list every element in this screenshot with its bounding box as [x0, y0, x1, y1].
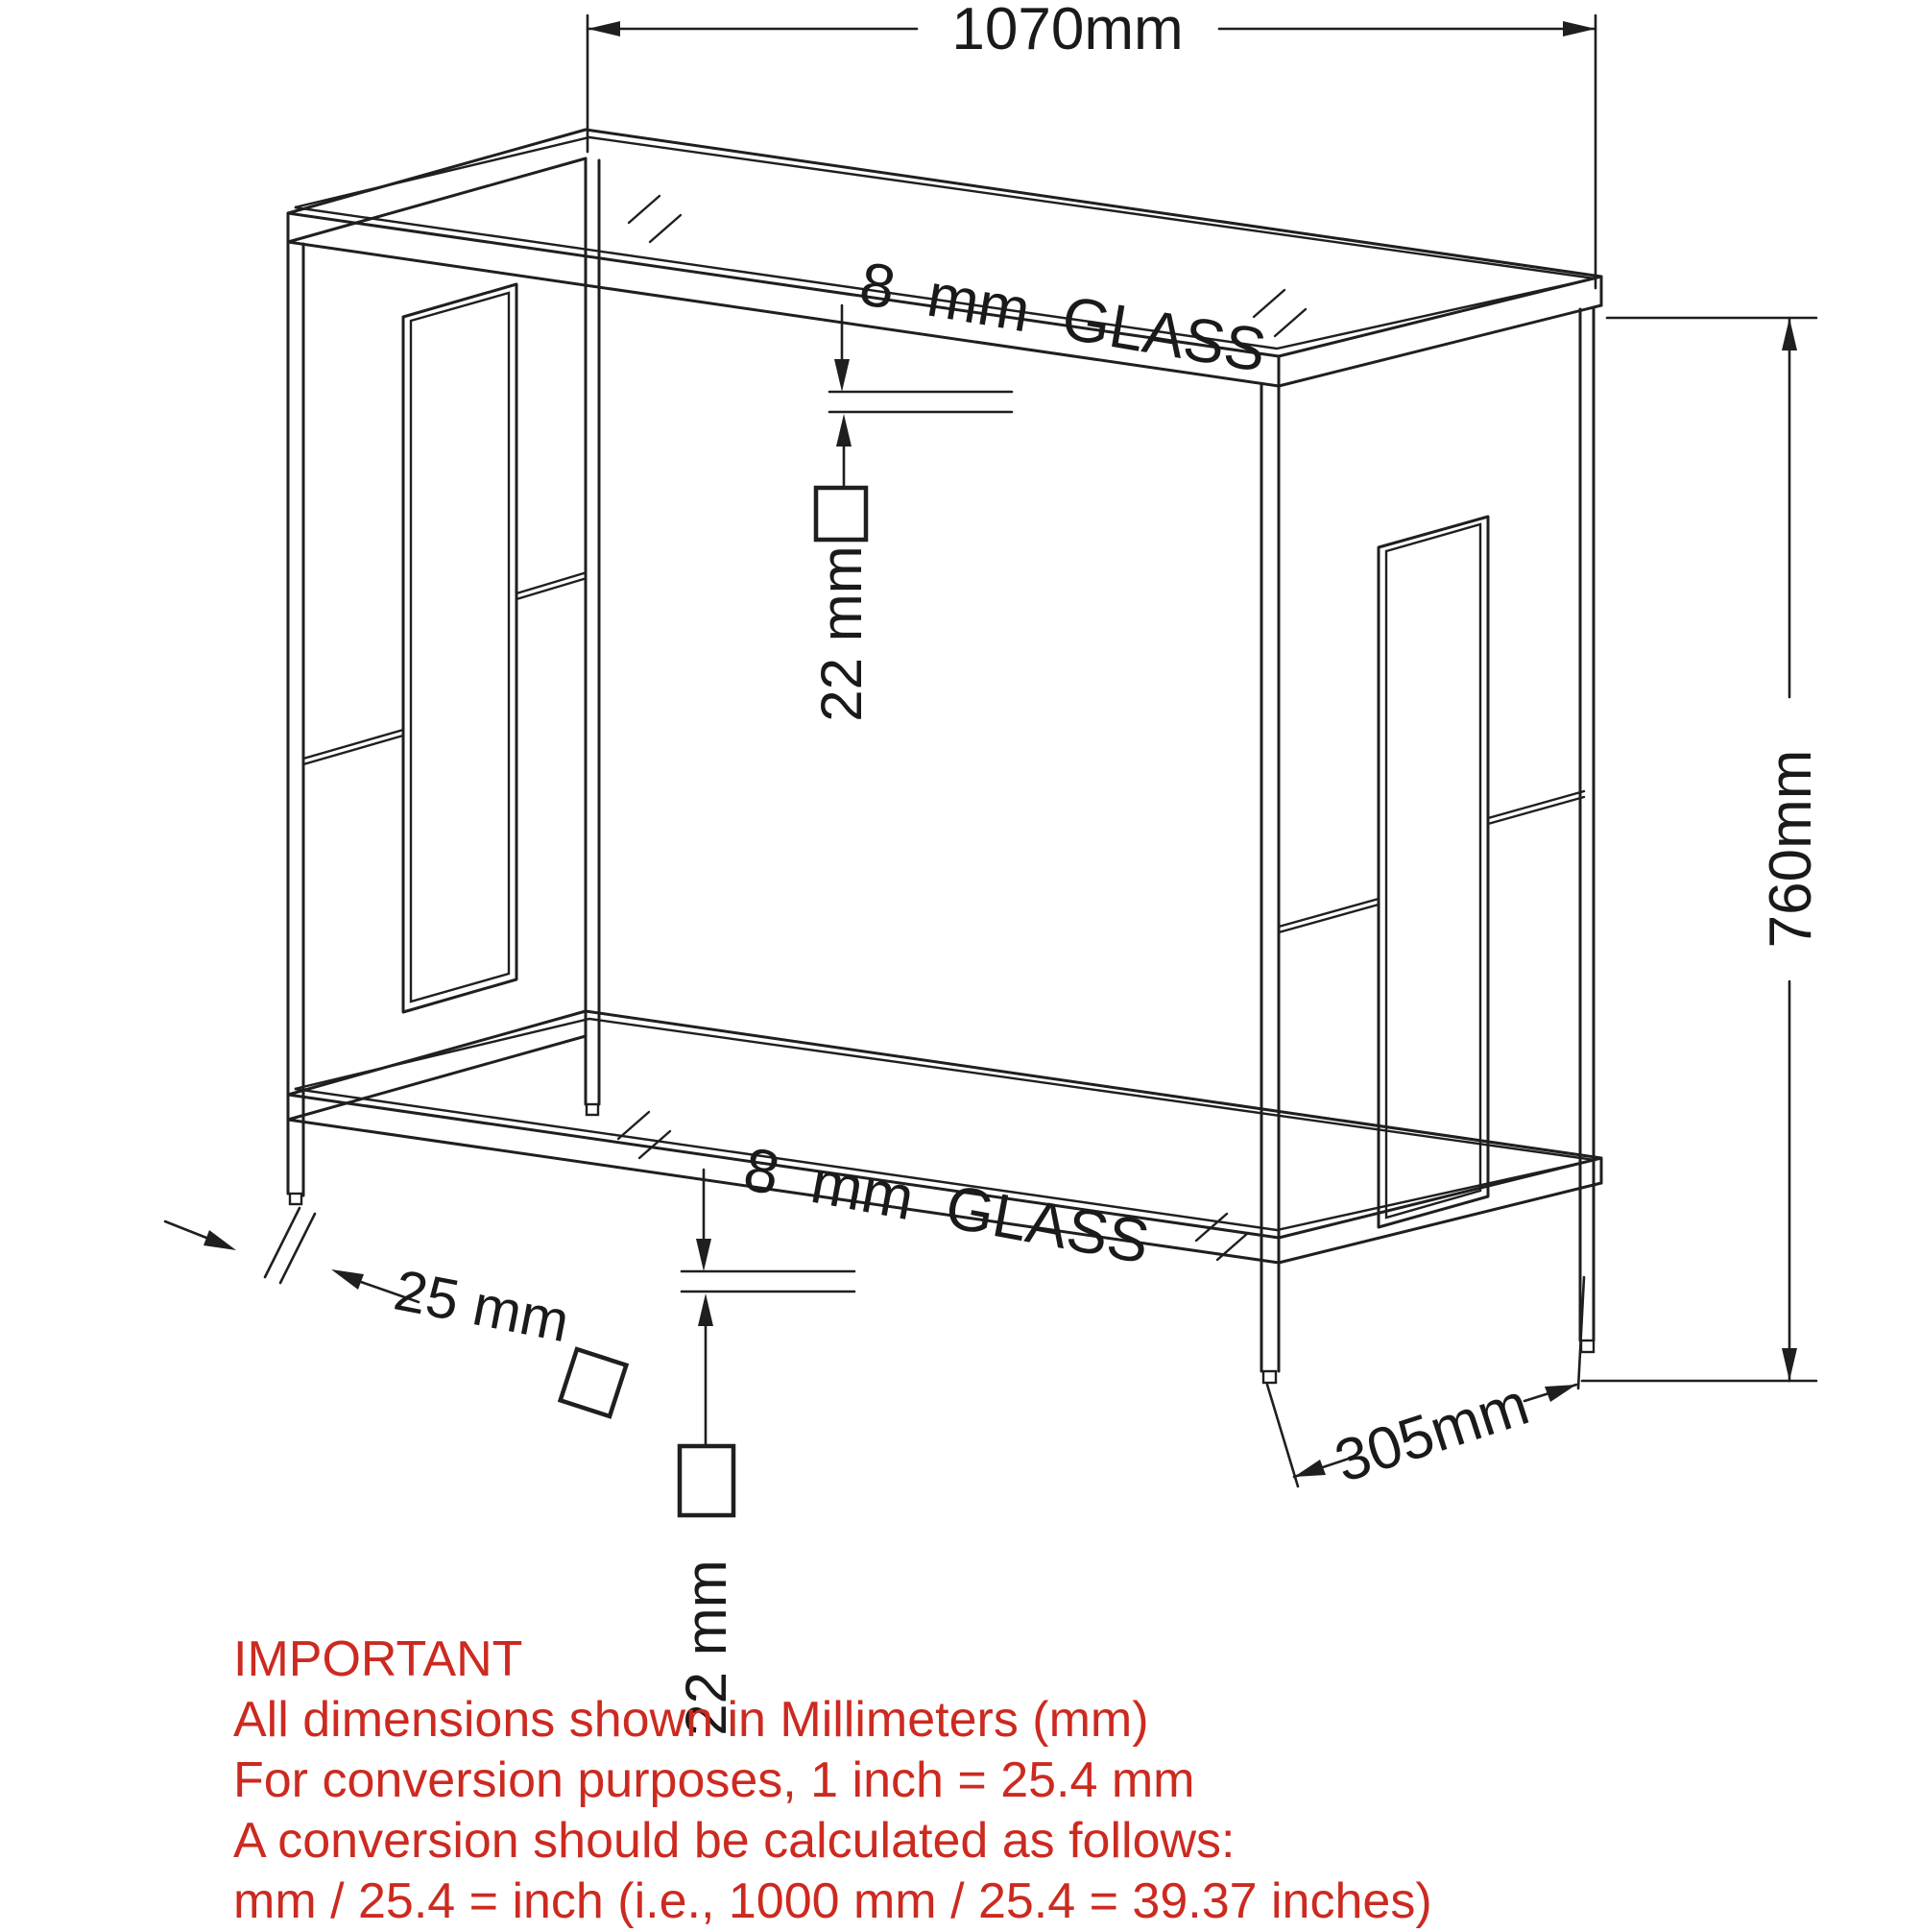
leader-line-outer	[165, 1221, 206, 1238]
square-tube-symbol	[561, 1349, 627, 1416]
front-right-foot	[1263, 1371, 1276, 1383]
notes-line: For conversion purposes, 1 inch = 25.4 mm	[233, 1752, 1195, 1808]
left-panel-front-bar	[303, 730, 403, 764]
notes-heading: IMPORTANT	[233, 1631, 523, 1687]
right-panel-back-bar	[1488, 791, 1584, 824]
top-tube-dimension-label: 22 mm	[809, 545, 874, 722]
shelf-left-band	[288, 1036, 586, 1120]
notes-line: mm / 25.4 = inch (i.e., 1000 mm / 25.4 = 39.37 inches)	[233, 1873, 1432, 1929]
top-glass-callout	[809, 249, 1271, 722]
square-tube-symbol	[680, 1446, 733, 1515]
glass-hatch-icon	[618, 1112, 670, 1158]
front-left-foot	[290, 1194, 301, 1204]
right-side-panel	[1279, 517, 1584, 1227]
arrowhead-right	[1563, 21, 1596, 36]
arrowhead-from-text	[331, 1269, 364, 1290]
back-left-leg	[586, 158, 599, 1104]
square-tube-symbol	[816, 488, 866, 540]
glass-edge-lines	[682, 1271, 854, 1292]
right-panel-outer	[1379, 517, 1488, 1227]
leg-tube-dimension-label: 25 mm	[389, 1257, 575, 1355]
dimension-leg-25	[165, 1208, 626, 1416]
notes-line: All dimensions shown in Millimeters (mm)	[233, 1692, 1149, 1748]
right-panel-inner	[1386, 524, 1480, 1218]
tick-marks	[265, 1208, 315, 1283]
front-right-leg	[1261, 384, 1279, 1371]
left-side-panel	[303, 284, 584, 1012]
height-dimension-label: 760mm	[1758, 749, 1824, 949]
arrowhead-up	[698, 1293, 713, 1326]
table-top-frame	[288, 130, 1601, 386]
arrowhead-left	[1294, 1460, 1326, 1477]
front-left-leg	[288, 242, 303, 1195]
important-notes-block	[233, 1630, 1432, 1932]
arrowhead-left	[588, 21, 620, 36]
back-right-foot	[1581, 1340, 1594, 1352]
left-panel-inner	[411, 293, 509, 1002]
arrowhead-up	[836, 414, 852, 447]
arrowhead-down	[834, 359, 850, 392]
notes-line: A conversion should be calculated as follows:	[233, 1813, 1236, 1869]
arrowhead-top	[1782, 318, 1797, 350]
glass-edge-lines	[829, 392, 1012, 412]
dimension-width-1070	[588, 0, 1596, 288]
arrowhead-down	[696, 1239, 711, 1271]
left-panel-back-bar	[516, 573, 584, 599]
arrowhead-toward-leg	[204, 1230, 236, 1250]
back-left-foot	[587, 1104, 598, 1115]
arrowhead-bottom	[1782, 1348, 1797, 1381]
width-dimension-label: 1070mm	[951, 0, 1184, 62]
dimension-depth-305	[1267, 1277, 1584, 1495]
depth-dimension-label: 305mm	[1327, 1370, 1537, 1496]
glass-hatch-icon	[629, 196, 681, 242]
dimension-height-760	[1582, 318, 1824, 1381]
right-panel-front-bar	[1279, 899, 1379, 932]
arrowhead-right	[1545, 1385, 1576, 1402]
left-panel-outer	[403, 284, 516, 1012]
top-glass-label: 8 mm GLASS	[854, 248, 1271, 386]
bottom-tube-dimension-label: 22 mm	[674, 1559, 738, 1736]
bottom-glass-label: 8 mm GLASS	[738, 1133, 1155, 1277]
